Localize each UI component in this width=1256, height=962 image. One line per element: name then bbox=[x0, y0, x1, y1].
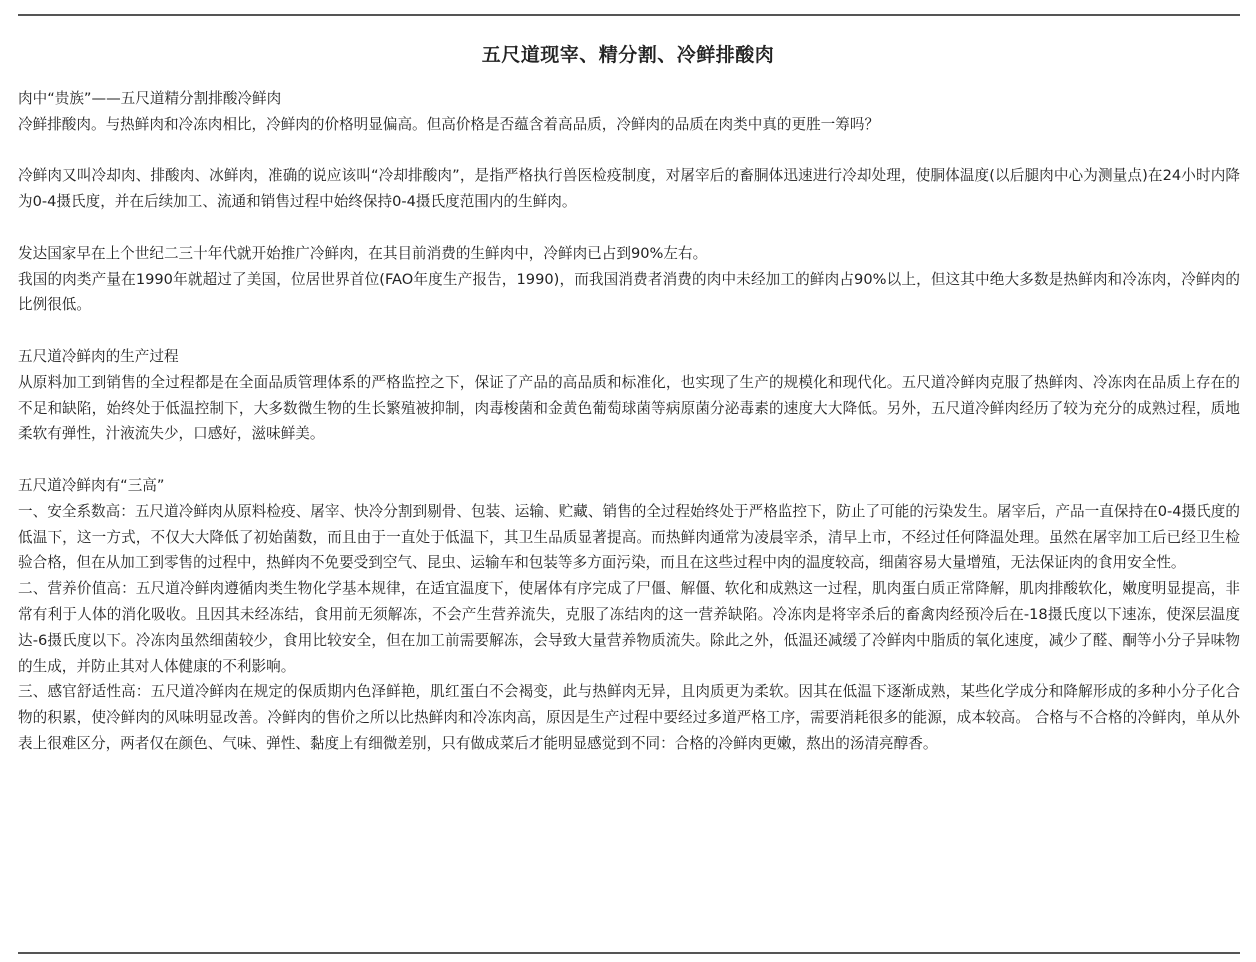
definition-paragraph: 冷鲜肉又叫冷却肉、排酸肉、冰鲜肉，准确的说应该叫“冷却排酸肉”，是指严格执行兽医检疫制度，对屠宰后的畜胴体迅速进行冷却处理，使胴体温度(以后腿肉中心为测量点)在24小时内降为0-4摄氏度，并在后续加工、流通和销售过程中始终保持0-4摄氏度范围内的生鲜肉。 bbox=[18, 167, 1240, 211]
intro-paragraph: 冷鲜排酸肉。与热鲜肉和冷冻肉相比，冷鲜肉的价格明显偏高。但高价格是否蕴含着高品质，冷鲜肉的品质在肉类中真的更胜一筹吗？ bbox=[18, 115, 880, 133]
sensory-paragraph: 三、感官舒适性高：五尺道冷鲜肉在规定的保质期内色泽鲜艳，肌红蛋白不会褐变，此与热鲜肉无异，且肉质更为柔软。因其在低温下逐渐成熟，某些化学成分和降解形成的多种小分子化合物的积累，使冷鲜肉的风味明显改善。冷鲜肉的售价之所以比热鲜肉和冷冻肉高，原因是生产过程中要经过多道严格工序，需要消耗很多的能源，成本较高。 合格与不合格的冷鲜肉，单从外表上很难区分，两者仅在颜色、气味、弹性、黏度上有细微差别，只有做成菜后才能明显感觉到不同：合格的冷鲜肉更嫩，熬出的汤清亮醇香。 bbox=[18, 683, 1240, 752]
bottom-divider bbox=[18, 952, 1240, 954]
china-paragraph: 我国的肉类产量在1990年就超过了美国，位居世界首位(FAO年度生产报告，1990)，而我国消费者消费的肉中未经加工的鲜肉占90%以上，但这其中绝大多数是热鲜肉和冷冻肉，冷鲜肉的比例很低。 bbox=[18, 270, 1240, 314]
nutrition-paragraph: 二、营养价值高：五尺道冷鲜肉遵循肉类生物化学基本规律，在适宜温度下，使屠体有序完成了尸僵、解僵、软化和成熟这一过程，肌肉蛋白质正常降解，肌肉排酸软化，嫩度明显提高，非常有利于人体的消化吸收。且因其未经冻结，食用前无须解冻，不会产生营养流失，克服了冻结肉的这一营养缺陷。冷冻肉是将宰杀后的畜禽肉经预冷后在-18摄氏度以下速冻，使深层温度达-6摄氏度以下。冷冻肉虽然细菌较少，食用比较安全，但在加工前需要解冻，会导致大量营养物质流失。除此之外，低温还减缓了冷鲜肉中脂质的氧化速度，减少了醛、酮等小分子异味物的生成，并防止其对人体健康的不利影响。 bbox=[18, 580, 1240, 675]
three-highs-heading: 五尺道冷鲜肉有“三高” bbox=[18, 476, 165, 494]
top-divider bbox=[18, 14, 1240, 16]
developed-countries-paragraph: 发达国家早在上个世纪二三十年代就开始推广冷鲜肉，在其目前消费的生鲜肉中，冷鲜肉已占到90%左右。 bbox=[18, 244, 708, 262]
intro-heading: 肉中“贵族”——五尺道精分割排酸冷鲜肉 bbox=[18, 90, 282, 107]
production-paragraph: 从原料加工到销售的全过程都是在全面品质管理体系的严格监控之下，保证了产品的高品质和标准化，也实现了生产的规模化和现代化。五尺道冷鲜肉克服了热鲜肉、冷冻肉在品质上存在的不足和缺陷，始终处于低温控制下，大多数微生物的生长繁殖被抑制，肉毒梭菌和金黄色葡萄球菌等病原菌分泌毒素的速度大大降低。另外，五尺道冷鲜肉经历了较为充分的成熟过程，质地柔软有弹性，汁液流失少，口感好，滋味鲜美。 bbox=[18, 373, 1240, 443]
safety-paragraph: 一、安全系数高：五尺道冷鲜肉从原料检疫、屠宰、快冷分割到剔骨、包装、运输、贮藏、销售的全过程始终处于严格监控下，防止了可能的污染发生。屠宰后，产品一直保持在0-4摄氏度的低温下，这一方式，不仅大大降低了初始菌数，而且由于一直处于低温下，其卫生品质显著提高。而热鲜肉通常为凌晨宰杀，清早上市，不经过任何降温处理。虽然在屠宰加工后已经卫生检验合格，但在从加工到零售的过程中，热鲜肉不免要受到空气、昆虫、运输车和包装等多方面污染，而且在这些过程中肉的温度较高，细菌容易大量增殖，无法保证肉的食用安全性。 bbox=[18, 502, 1240, 572]
article-body bbox=[18, 86, 1240, 757]
production-heading: 五尺道冷鲜肉的生产过程 bbox=[18, 347, 179, 365]
page-title: 五尺道现宰、精分割、冷鲜排酸肉 bbox=[481, 44, 775, 66]
